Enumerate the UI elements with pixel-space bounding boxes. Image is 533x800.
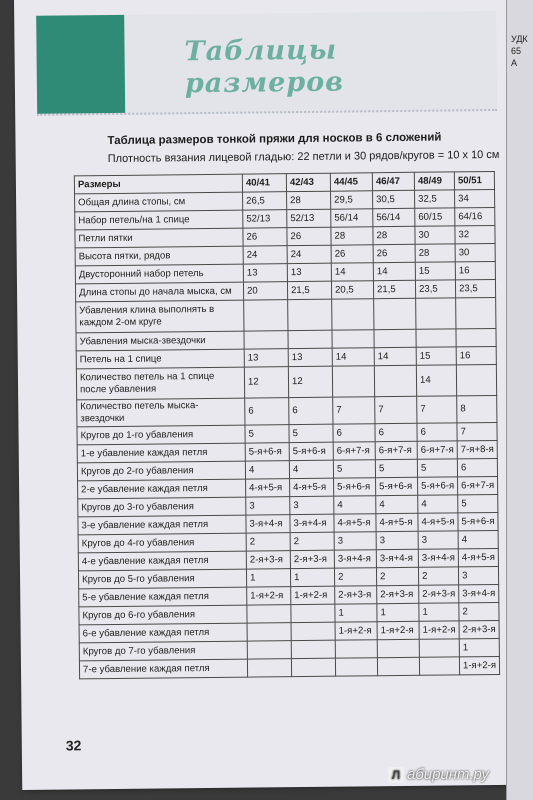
value-cell: 4-я+5-я xyxy=(246,479,290,497)
value-cell: 28 xyxy=(373,226,415,244)
value-cell: 4-я+5-я xyxy=(290,478,334,496)
value-cell: 26,5 xyxy=(243,192,287,210)
value-cell: 4 xyxy=(334,496,376,514)
header-cell: 50/51 xyxy=(454,171,494,189)
value-cell: 26 xyxy=(373,244,415,262)
value-cell: 2 xyxy=(376,567,418,585)
value-cell: 14 xyxy=(374,347,416,365)
row-label-cell: 6-е убавление каждая петля xyxy=(79,623,247,643)
row-label-cell: Кругов до 2-го убавления xyxy=(77,461,245,481)
value-cell xyxy=(374,365,416,396)
value-cell: 29,5 xyxy=(331,191,373,209)
value-cell: 21,5 xyxy=(287,281,331,299)
value-cell: 4-я+5-я xyxy=(418,513,458,531)
value-cell xyxy=(456,328,496,346)
value-cell: 2 xyxy=(290,532,334,550)
row-label-cell: Общая длина стопы, см xyxy=(75,192,243,212)
value-cell: 13 xyxy=(288,348,332,366)
value-cell: 6 xyxy=(375,423,417,441)
value-cell: 24 xyxy=(287,245,331,263)
book-page xyxy=(14,0,522,790)
value-cell: 5 xyxy=(375,459,417,477)
value-cell: 1 xyxy=(419,603,459,621)
value-cell: 6-я+7-я xyxy=(375,441,417,459)
value-cell: 6 xyxy=(333,424,375,442)
value-cell: 6-я+7-я xyxy=(333,442,375,460)
value-cell: 7 xyxy=(457,422,497,440)
row-label-cell: 1-е убавление каждая петля xyxy=(77,443,245,463)
value-cell: 6 xyxy=(457,458,497,476)
value-cell: 4-я+5-я xyxy=(334,514,376,532)
value-cell: 52/13 xyxy=(287,209,331,227)
value-cell: 1-я+2-я xyxy=(291,586,335,604)
value-cell: 6-я+7-я xyxy=(458,476,498,494)
value-cell: 56/14 xyxy=(331,209,373,227)
value-cell: 52/13 xyxy=(243,210,287,228)
value-cell xyxy=(377,657,419,675)
row-label-cell: Петли пятки xyxy=(75,228,243,248)
value-cell: 28 xyxy=(415,244,455,262)
value-cell: 2-я+3-я xyxy=(459,620,499,638)
row-label-cell: 4-е убавление каждая петля xyxy=(78,551,246,571)
value-cell xyxy=(335,658,377,676)
value-cell: 2-я+3-я xyxy=(246,551,290,569)
value-cell: 14 xyxy=(332,348,374,366)
value-cell: 2 xyxy=(459,602,499,620)
header-cell: 48/49 xyxy=(414,172,454,190)
value-cell xyxy=(291,622,335,640)
value-cell xyxy=(377,639,419,657)
watermark-logo-icon: Л xyxy=(388,767,404,783)
value-cell: 4 xyxy=(418,495,458,513)
value-cell xyxy=(244,300,288,331)
value-cell: 4 xyxy=(376,495,418,513)
value-cell: 7-я+8-я xyxy=(457,440,497,458)
row-label-cell: 3-е убавление каждая петля xyxy=(78,515,246,535)
value-cell: 32 xyxy=(455,225,495,243)
value-cell: 60/15 xyxy=(415,208,455,226)
watermark-text: абиринт.ру xyxy=(407,766,489,783)
value-cell xyxy=(291,658,335,676)
page-number: 32 xyxy=(65,737,82,754)
value-cell: 3-я+4-я xyxy=(334,550,376,568)
value-cell xyxy=(374,329,416,347)
value-cell: 56/14 xyxy=(373,208,415,226)
table-heading: Таблица размеров тонкой пряжи для носков в 6 сложений xyxy=(107,131,442,148)
value-cell: 5 xyxy=(245,425,289,443)
row-label-cell: Кругов до 5-го убавления xyxy=(78,569,246,589)
value-cell: 30,5 xyxy=(373,190,415,208)
row-label-cell: Высота пятки, рядов xyxy=(75,246,243,266)
value-cell: 26 xyxy=(243,228,287,246)
value-cell: 1-я+2-я xyxy=(377,621,419,639)
value-cell: 3 xyxy=(376,531,418,549)
value-cell xyxy=(416,329,456,347)
value-cell: 3 xyxy=(418,531,458,549)
value-cell: 5 xyxy=(289,424,333,442)
size-table xyxy=(74,171,500,679)
value-cell: 30 xyxy=(455,243,495,261)
value-cell: 16 xyxy=(456,346,496,364)
value-cell xyxy=(419,657,459,675)
value-cell: 21,5 xyxy=(373,280,415,298)
value-cell: 28 xyxy=(287,191,331,209)
value-cell: 2-я+3-я xyxy=(335,586,377,604)
header-cell: Размеры xyxy=(74,174,242,194)
value-cell: 2 xyxy=(246,533,290,551)
value-cell: 20 xyxy=(243,282,287,300)
value-cell: 3-я+4-я xyxy=(418,549,458,567)
row-label-cell: Кругов до 6-го убавления xyxy=(79,605,247,625)
value-cell: 1-я+2-я xyxy=(459,656,499,674)
value-cell: 16 xyxy=(455,261,495,279)
value-cell: 5-я+6-я xyxy=(458,512,498,530)
row-label-cell: Набор петель/на 1 спице xyxy=(75,210,243,230)
value-cell xyxy=(247,641,291,659)
value-cell: 2-я+3-я xyxy=(290,550,334,568)
edge-text: А xyxy=(511,58,518,68)
value-cell: 5-я+6-я xyxy=(334,478,376,496)
value-cell: 23,5 xyxy=(415,280,455,298)
row-label-cell: Кругов до 1-го убавления xyxy=(77,425,245,445)
value-cell xyxy=(456,364,496,395)
value-cell: 13 xyxy=(243,264,287,282)
value-cell xyxy=(291,640,335,658)
value-cell: 15 xyxy=(415,262,455,280)
value-cell: 7 xyxy=(417,396,457,423)
value-cell xyxy=(291,604,335,622)
value-cell: 15 xyxy=(416,347,456,365)
value-cell xyxy=(335,640,377,658)
table-row xyxy=(76,364,496,399)
value-cell xyxy=(247,659,291,677)
row-label-cell: Петель на 1 спице xyxy=(76,349,244,369)
value-cell: 4-я+5-я xyxy=(458,548,498,566)
value-cell: 5-я+6-я xyxy=(289,442,333,460)
title-line-2: размеров xyxy=(184,66,345,100)
title-banner xyxy=(36,11,497,116)
table-row xyxy=(79,656,499,678)
value-cell: 26 xyxy=(287,227,331,245)
value-cell: 12 xyxy=(244,367,288,398)
value-cell: 4 xyxy=(289,460,333,478)
value-cell: 5 xyxy=(458,494,498,512)
table-subheading: Плотность вязания лицевой гладью: 22 петли и 30 рядов/кругов = 10 х 10 см xyxy=(107,148,500,166)
value-cell xyxy=(374,298,416,329)
value-cell xyxy=(332,299,374,330)
row-label-cell: Количество петель на 1 спице после убавления xyxy=(76,367,244,400)
value-cell xyxy=(288,299,332,330)
value-cell xyxy=(332,366,374,397)
row-label-cell: Двусторонний набор петель xyxy=(75,264,243,284)
value-cell: 8 xyxy=(457,395,497,422)
row-label-cell: 2-е убавление каждая петля xyxy=(78,479,246,499)
value-cell: 34 xyxy=(455,189,495,207)
value-cell: 2 xyxy=(334,568,376,586)
value-cell: 5-я+6-я xyxy=(245,443,289,461)
value-cell: 6 xyxy=(417,423,457,441)
value-cell: 14 xyxy=(331,263,373,281)
value-cell: 64/16 xyxy=(455,207,495,225)
value-cell: 6 xyxy=(245,398,289,425)
value-cell: 7 xyxy=(333,397,375,424)
value-cell: 5 xyxy=(417,459,457,477)
row-label-cell: Количество петель мыска-звездочки xyxy=(77,398,245,427)
value-cell: 32,5 xyxy=(415,190,455,208)
value-cell: 30 xyxy=(415,226,455,244)
row-label-cell: 7-е убавление каждая петля xyxy=(79,659,247,679)
value-cell: 3-я+4-я xyxy=(376,549,418,567)
title-line-1: Таблицы xyxy=(184,34,338,68)
edge-text: 65 xyxy=(511,46,522,56)
value-cell: 28 xyxy=(331,227,373,245)
value-cell: 1 xyxy=(290,568,334,586)
value-cell: 6 xyxy=(289,397,333,424)
value-cell xyxy=(247,605,291,623)
row-label-cell: 5-е убавление каждая петля xyxy=(79,587,247,607)
value-cell: 12 xyxy=(288,366,332,397)
value-cell: 6-я+7-я xyxy=(417,441,457,459)
value-cell: 2 xyxy=(418,567,458,585)
row-label-cell: Длина стопы до начала мыска, см xyxy=(75,282,243,302)
value-cell: 2-я+3-я xyxy=(377,585,419,603)
value-cell xyxy=(247,623,291,641)
edge-text: УДК xyxy=(511,34,528,44)
value-cell: 14 xyxy=(373,262,415,280)
value-cell: 1 xyxy=(335,604,377,622)
value-cell: 3 xyxy=(290,496,334,514)
value-cell: 4-я+5-я xyxy=(376,513,418,531)
value-cell: 4 xyxy=(458,530,498,548)
value-cell: 4 xyxy=(245,461,289,479)
header-cell: 40/41 xyxy=(242,174,286,192)
value-cell: 7 xyxy=(375,396,417,423)
header-cell: 42/43 xyxy=(286,173,330,191)
value-cell: 5-я+6-я xyxy=(376,477,418,495)
value-cell: 20,5 xyxy=(331,281,373,299)
value-cell: 5-я+6-я xyxy=(418,477,458,495)
row-label-cell: Кругов до 4-го убавления xyxy=(78,533,246,553)
value-cell: 13 xyxy=(244,349,288,367)
value-cell: 3 xyxy=(246,497,290,515)
value-cell: 14 xyxy=(416,365,456,396)
header-cell: 44/45 xyxy=(330,173,372,191)
value-cell: 3 xyxy=(458,566,498,584)
table-row xyxy=(76,297,496,332)
value-cell xyxy=(419,639,459,657)
value-cell: 3-я+4-я xyxy=(246,515,290,533)
value-cell: 5 xyxy=(333,460,375,478)
value-cell: 24 xyxy=(243,246,287,264)
value-cell: 23,5 xyxy=(455,279,495,297)
value-cell xyxy=(456,297,496,328)
value-cell: 26 xyxy=(331,245,373,263)
value-cell: 1-я+2-я xyxy=(335,622,377,640)
value-cell: 13 xyxy=(287,263,331,281)
header-cell: 46/47 xyxy=(372,172,414,190)
value-cell: 1-я+2-я xyxy=(419,621,459,639)
value-cell xyxy=(416,298,456,329)
row-label-cell: Кругов до 7-го убавления xyxy=(79,641,247,661)
value-cell: 2-я+3-я xyxy=(419,585,459,603)
value-cell: 3-я+4-я xyxy=(290,514,334,532)
row-label-cell: Убавления мыска-звездочки xyxy=(76,331,244,351)
row-label-cell: Кругов до 3-го убавления xyxy=(78,497,246,517)
value-cell: 1 xyxy=(377,603,419,621)
value-cell xyxy=(332,330,374,348)
value-cell: 3-я+4-я xyxy=(459,584,499,602)
row-label-cell: Убавления клина выполнять в каждом 2-ом круге xyxy=(76,300,244,333)
value-cell: 3 xyxy=(334,532,376,550)
value-cell xyxy=(244,331,288,349)
adjacent-page-edge xyxy=(506,0,533,800)
value-cell: 1 xyxy=(459,638,499,656)
banner-accent-block xyxy=(36,15,125,114)
value-cell xyxy=(288,330,332,348)
watermark xyxy=(388,766,489,783)
value-cell: 1 xyxy=(246,569,290,587)
value-cell: 1-я+2-я xyxy=(247,587,291,605)
